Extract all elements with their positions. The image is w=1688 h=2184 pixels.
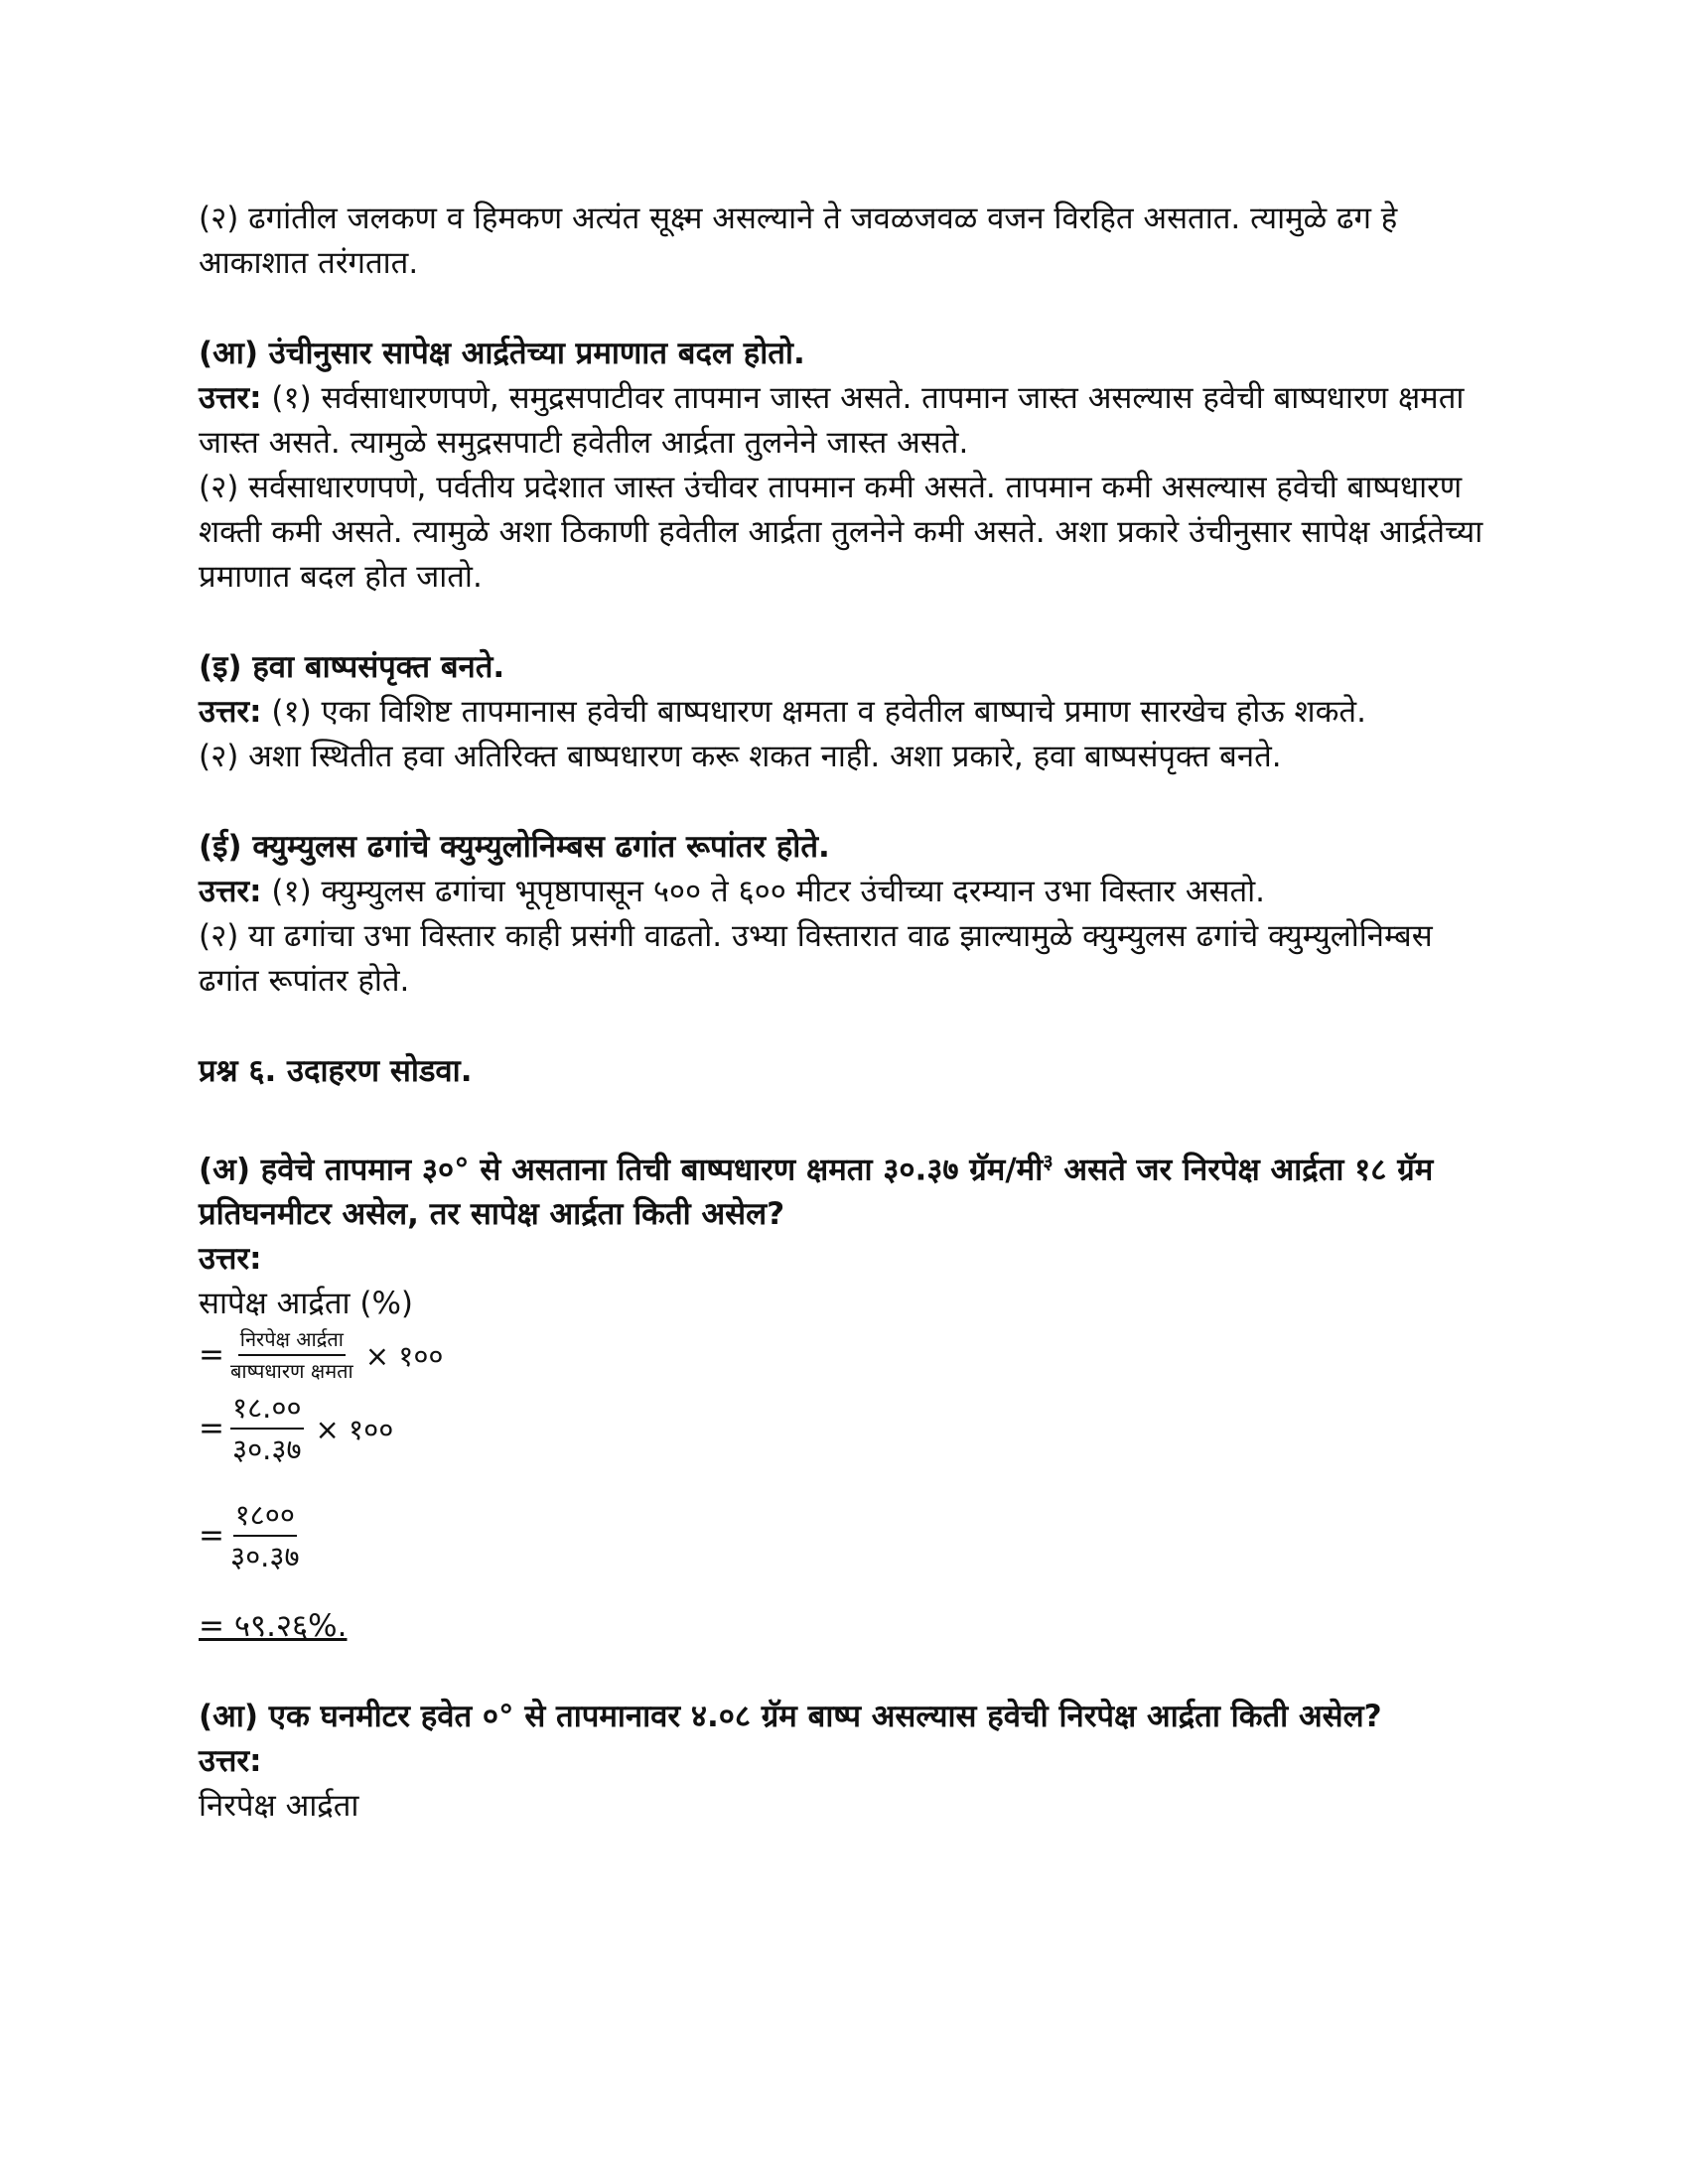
fraction [230, 1390, 304, 1467]
answer-aa-1 [199, 376, 1489, 466]
fraction-denominator: ३०.३७ [231, 1433, 302, 1467]
superscript-3: ३ [1043, 1150, 1054, 1173]
example-a-heading [199, 1140, 1489, 1237]
answer-text: (१) क्युम्युलस ढगांचा भूपृष्ठापासून ५०० ते ६०० मीटर उंचीच्या दरम्यान उभा विस्तार असतो. [271, 874, 1266, 909]
formula-label: सापेक्ष आर्द्रता (%) [199, 1286, 414, 1322]
answer-label: उत्तर: [199, 694, 262, 730]
absolute-humidity-label: निरपेक्ष आर्द्रता [199, 1788, 359, 1825]
times-hundred: × १०० [364, 1338, 444, 1373]
equals-sign: = [199, 1411, 224, 1447]
page-content [199, 197, 1489, 1829]
example-a-heading-rest: असते जर निरपेक्ष आर्द्रता १८ ग्रॅम प्रतिघनमीटर असेल, तर सापेक्ष आर्द्रता किती असेल? [199, 1152, 1434, 1233]
example-a-heading-main: (अ) हवेचे तापमान ३०° से असताना तिची बाष्पधारण क्षमता ३०.३७ ग्रॅम/मी [199, 1152, 1044, 1188]
answer-ii-1 [199, 870, 1489, 914]
fraction-numerator: १८.०० [230, 1390, 304, 1430]
answer-text: (१) सर्वसाधारणपणे, समुद्रसपाटीवर तापमान जास्त असते. तापमान जास्त असल्यास हवेची बाष्पधारण क्षमता जास्त असते. त्यामुळे समुद्रसपाटी हवेतील आर्द्रता तुलनेने जास्त असते. [199, 380, 1465, 461]
answer-label: उत्तर: [199, 874, 262, 909]
answer-aa-2: (२) सर्वसाधारणपणे, पर्वतीय प्रदेशात जास्त उंचीवर तापमान कमी असते. तापमान कमी असल्यास हवेची बाष्पधारण शक्ती कमी असते. त्यामुळे अशा ठिकाणी हवेतील आर्द्रता तुलनेने कमी असते. अशा प्रकारे उंचीनुसार सापेक्ष आर्द्रतेच्या प्रमाणात बदल होत जातो. [199, 470, 1483, 595]
answer-i-2: (२) अशा स्थितीत हवा अतिरिक्त बाष्पधारण करू शकत नाही. अशा प्रकारे, हवा बाष्पसंपृक्त बनते. [199, 739, 1282, 774]
formula-step-3 [199, 1497, 1489, 1574]
equals-sign: = [199, 1337, 224, 1374]
formula-step-1 [199, 1326, 1489, 1384]
paragraph-clouds-float: (२) ढगांतील जलकण व हिमकण अत्यंत सूक्ष्म असल्याने ते जवळजवळ वजन विरहित असतात. त्यामुळे ढग हे आकाशात तरंगतात. [199, 201, 1398, 281]
result-value: = ५९.२६%. [199, 1608, 348, 1645]
fraction-numerator: १८०० [233, 1497, 297, 1537]
fraction [230, 1326, 353, 1384]
fraction-denominator: ३०.३७ [229, 1540, 300, 1574]
formula-step-2 [199, 1390, 1489, 1467]
question-heading-i: (इ) हवा बाष्पसंपृक्त बनते. [199, 649, 505, 685]
answer-label: उत्तर: [199, 380, 262, 416]
times-hundred: × १०० [315, 1412, 394, 1446]
fraction [230, 1497, 300, 1574]
section-6-heading: प्रश्न ६. उदाहरण सोडवा. [199, 1053, 473, 1089]
fraction-numerator: निरपेक्ष आर्द्रता [238, 1326, 346, 1356]
question-heading-ii: (ई) क्युम्युलस ढगांचे क्युम्युलोनिम्बस ढगांत रूपांतर होते. [199, 829, 830, 865]
answer-label: उत्तर: [199, 1743, 262, 1780]
answer-text: (१) एका विशिष्ट तापमानास हवेची बाष्पधारण क्षमता व हवेतील बाष्पाचे प्रमाण सारखेच होऊ शकते. [271, 694, 1366, 730]
fraction-denominator: बाष्पधारण क्षमता [229, 1359, 353, 1384]
answer-ii-2: (२) या ढगांचा उभा विस्तार काही प्रसंगी वाढतो. उभ्या विस्तारात वाढ झाल्यामुळे क्युम्युलस ढगांचे क्युम्युलोनिम्बस ढगांत रूपांतर होते. [199, 918, 1433, 999]
answer-label: उत्तर: [199, 1241, 262, 1278]
example-aa-heading: (आ) एक घनमीटर हवेत ०° से तापमानावर ४.०८ ग्रॅम बाष्प असल्यास हवेची निरपेक्ष आर्द्रता किती असेल? [199, 1699, 1382, 1735]
question-heading-aa: (आ) उंचीनुसार सापेक्ष आर्द्रतेच्या प्रमाणात बदल होतो. [199, 336, 805, 371]
equals-sign: = [199, 1518, 224, 1555]
answer-i-1 [199, 690, 1489, 735]
